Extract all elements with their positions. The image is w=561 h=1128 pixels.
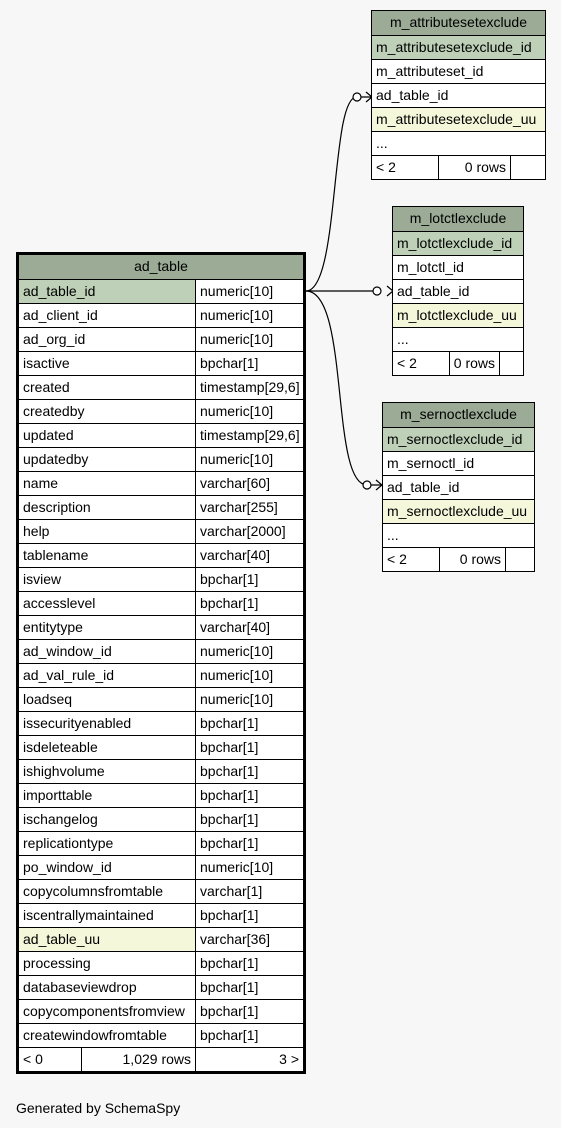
column-row-isdeleteable[interactable] (19, 735, 303, 759)
column-name: accesslevel (23, 595, 96, 611)
column-row-ad-client-id[interactable] (19, 303, 303, 327)
column-type: numeric[10] (195, 856, 303, 879)
column-type: numeric[10] (195, 280, 303, 303)
relation-end-circle (373, 287, 381, 295)
column-row-ad-table-id[interactable] (383, 475, 534, 499)
column-type: varchar[2000] (195, 520, 303, 543)
parents-count[interactable]: < 0 (23, 1051, 43, 1067)
table-name: m_attributesetexclude (390, 14, 527, 30)
column-name: help (23, 523, 50, 539)
column-row-m-sernoctlexclude-id[interactable] (383, 427, 534, 451)
column-name: m_lotctlexclude_uu (397, 307, 517, 323)
column-type: numeric[10] (195, 328, 303, 351)
generated-by-label: Generated by SchemaSpy (16, 1100, 181, 1116)
column-type: varchar[255] (195, 496, 303, 519)
table-footer (19, 1047, 303, 1071)
column-name: createdby (23, 403, 85, 419)
column-name: ishighvolume (23, 763, 105, 779)
column-type: bpchar[1] (195, 1000, 303, 1023)
column-name: tablename (23, 547, 89, 563)
column-row-copycolumnsfromtable[interactable] (19, 879, 303, 903)
column-row-ad-org-id[interactable] (19, 327, 303, 351)
column-row-entitytype[interactable] (19, 615, 303, 639)
column-name: updatedby (23, 451, 89, 467)
column-type: numeric[10] (195, 400, 303, 423)
table-name: m_sernoctlexclude (400, 406, 517, 422)
column-type: bpchar[1] (195, 976, 303, 999)
column-name: ad_table_id (23, 283, 96, 299)
column-name: m_sernoctlexclude_uu (387, 503, 528, 519)
column-type: numeric[10] (195, 664, 303, 687)
column-row-isview[interactable] (19, 567, 303, 591)
column-row-updated[interactable] (19, 423, 303, 447)
column-name: createwindowfromtable (23, 1027, 167, 1043)
column-row-m-attributesetexclude-id[interactable] (372, 35, 545, 59)
column-name: name (23, 475, 59, 491)
children-count[interactable] (510, 156, 545, 179)
column-row-ad-table-id[interactable] (372, 83, 545, 107)
column-row-iscentrallymaintained[interactable] (19, 903, 303, 927)
column-type: bpchar[1] (195, 784, 303, 807)
column-name: ad_client_id (23, 307, 98, 323)
column-name: ad_table_uu (23, 931, 101, 947)
relation-line-m-attributesetexclude (306, 97, 372, 291)
column-row-ad-table-id[interactable] (393, 279, 523, 303)
column-type: bpchar[1] (195, 712, 303, 735)
column-name: ad_table_id (376, 87, 449, 103)
column-row-m-lotctlexclude-uu[interactable] (393, 303, 523, 327)
column-row-issecurityenabled[interactable] (19, 711, 303, 735)
row-count: 1,029 rows (81, 1048, 195, 1071)
column-row-ad-table-id[interactable] (19, 279, 303, 303)
table-m-attributesetexclude[interactable] (371, 10, 546, 180)
column-row-tablename[interactable] (19, 543, 303, 567)
parents-count[interactable]: < 2 (376, 159, 396, 175)
column-row-m-attributeset-id[interactable] (372, 59, 545, 83)
table-footer (383, 547, 534, 571)
column-type: numeric[10] (195, 688, 303, 711)
column-name: updated (23, 427, 74, 443)
column-type: varchar[36] (195, 928, 303, 951)
parents-count[interactable]: < 2 (397, 355, 417, 371)
column-row-processing[interactable] (19, 951, 303, 975)
column-type: timestamp[29,6] (195, 376, 303, 399)
column-name: isdeleteable (23, 739, 98, 755)
column-row-m-lotctl-id[interactable] (393, 255, 523, 279)
column-type: varchar[1] (195, 880, 303, 903)
column-type: varchar[60] (195, 472, 303, 495)
column-type: bpchar[1] (195, 952, 303, 975)
row-count: 0 rows (439, 548, 505, 571)
column-row-m-sernoctl-id[interactable] (383, 451, 534, 475)
table-header[interactable] (393, 207, 523, 231)
column-name: ad_table_id (387, 479, 460, 495)
column-type: bpchar[1] (195, 832, 303, 855)
column-row-accesslevel[interactable] (19, 591, 303, 615)
column-row-po-window-id[interactable] (19, 855, 303, 879)
relation-line-m-sernoctlexclude (306, 291, 382, 485)
column-name: m_lotctl_id (397, 259, 464, 275)
column-name: m_attributeset_id (376, 63, 484, 79)
column-name: m_sernoctlexclude_id (387, 431, 523, 447)
column-row-m-sernoctlexclude-uu[interactable] (383, 499, 534, 523)
column-row-createwindowfromtable[interactable] (19, 1023, 303, 1047)
column-row-ad-table-uu[interactable] (19, 927, 303, 951)
column-type: bpchar[1] (195, 568, 303, 591)
table-header[interactable] (383, 403, 534, 427)
column-row-name[interactable] (19, 471, 303, 495)
row-count: 0 rows (449, 352, 499, 375)
column-row-description[interactable] (19, 495, 303, 519)
column-row-more[interactable] (372, 131, 545, 155)
column-type: bpchar[1] (195, 904, 303, 927)
column-row-help[interactable] (19, 519, 303, 543)
table-footer (372, 155, 545, 179)
table-name: m_lotctlexclude (409, 210, 507, 226)
column-name: issecurityenabled (23, 715, 132, 731)
column-name: m_lotctlexclude_id (397, 235, 513, 251)
column-type: varchar[40] (195, 544, 303, 567)
parents-count[interactable]: < 2 (387, 551, 407, 567)
column-name: copycomponentsfromview (23, 1003, 185, 1019)
column-row-isactive[interactable] (19, 351, 303, 375)
column-type: varchar[40] (195, 616, 303, 639)
column-name: importtable (23, 787, 93, 803)
column-name: loadseq (23, 691, 73, 707)
column-type: bpchar[1] (195, 736, 303, 759)
column-row-importtable[interactable] (19, 783, 303, 807)
more-columns-indicator: ... (376, 135, 388, 151)
table-name: ad_table (134, 258, 188, 274)
column-type: bpchar[1] (195, 352, 303, 375)
children-count[interactable]: 3 > (195, 1048, 303, 1071)
column-name: m_attributesetexclude_uu (376, 111, 537, 127)
table-m-lotctlexclude[interactable] (392, 206, 524, 376)
column-name: m_attributesetexclude_id (376, 39, 532, 55)
column-type: bpchar[1] (195, 760, 303, 783)
column-type: timestamp[29,6] (195, 424, 303, 447)
column-name: m_sernoctl_id (387, 455, 475, 471)
column-name: processing (23, 955, 91, 971)
column-name: entitytype (23, 619, 83, 635)
column-name: copycolumnsfromtable (23, 883, 164, 899)
column-row-created[interactable] (19, 375, 303, 399)
column-name: ad_val_rule_id (23, 667, 115, 683)
column-row-more[interactable] (383, 523, 534, 547)
column-row-ischangelog[interactable] (19, 807, 303, 831)
column-row-ad-window-id[interactable] (19, 639, 303, 663)
column-row-loadseq[interactable] (19, 687, 303, 711)
column-type: bpchar[1] (195, 808, 303, 831)
column-type: numeric[10] (195, 448, 303, 471)
column-name: isactive (23, 355, 70, 371)
column-name: isview (23, 571, 62, 587)
table-m-sernoctlexclude[interactable] (382, 402, 535, 572)
column-row-ad-val-rule-id[interactable] (19, 663, 303, 687)
column-name: ad_window_id (23, 643, 112, 659)
column-type: bpchar[1] (195, 1024, 303, 1047)
column-row-ishighvolume[interactable] (19, 759, 303, 783)
column-type: bpchar[1] (195, 592, 303, 615)
column-row-replicationtype[interactable] (19, 831, 303, 855)
column-row-createdby[interactable] (19, 399, 303, 423)
column-row-m-attributesetexclude-uu[interactable] (372, 107, 545, 131)
column-name: iscentrallymaintained (23, 907, 154, 923)
table-header[interactable] (372, 11, 545, 35)
row-count: 0 rows (438, 156, 510, 179)
column-type: numeric[10] (195, 304, 303, 327)
column-name: description (23, 499, 91, 515)
relation-end-circle (363, 481, 371, 489)
table-footer (393, 351, 523, 375)
column-name: databaseviewdrop (23, 979, 137, 995)
column-name: replicationtype (23, 835, 114, 851)
column-name: ischangelog (23, 811, 98, 827)
table-ad-table[interactable] (16, 252, 306, 1074)
more-columns-indicator: ... (387, 527, 399, 543)
column-row-updatedby[interactable] (19, 447, 303, 471)
column-name: po_window_id (23, 859, 112, 875)
relation-end-circle (353, 93, 361, 101)
more-columns-indicator: ... (397, 331, 409, 347)
column-name: ad_table_id (397, 283, 470, 299)
children-count[interactable] (499, 352, 523, 375)
column-name: ad_org_id (23, 331, 86, 347)
column-row-databaseviewdrop[interactable] (19, 975, 303, 999)
children-count[interactable] (505, 548, 534, 571)
column-row-copycomponentsfromview[interactable] (19, 999, 303, 1023)
column-row-more[interactable] (393, 327, 523, 351)
column-name: created (23, 379, 70, 395)
column-type: numeric[10] (195, 640, 303, 663)
column-row-m-lotctlexclude-id[interactable] (393, 231, 523, 255)
table-header[interactable] (19, 255, 303, 279)
